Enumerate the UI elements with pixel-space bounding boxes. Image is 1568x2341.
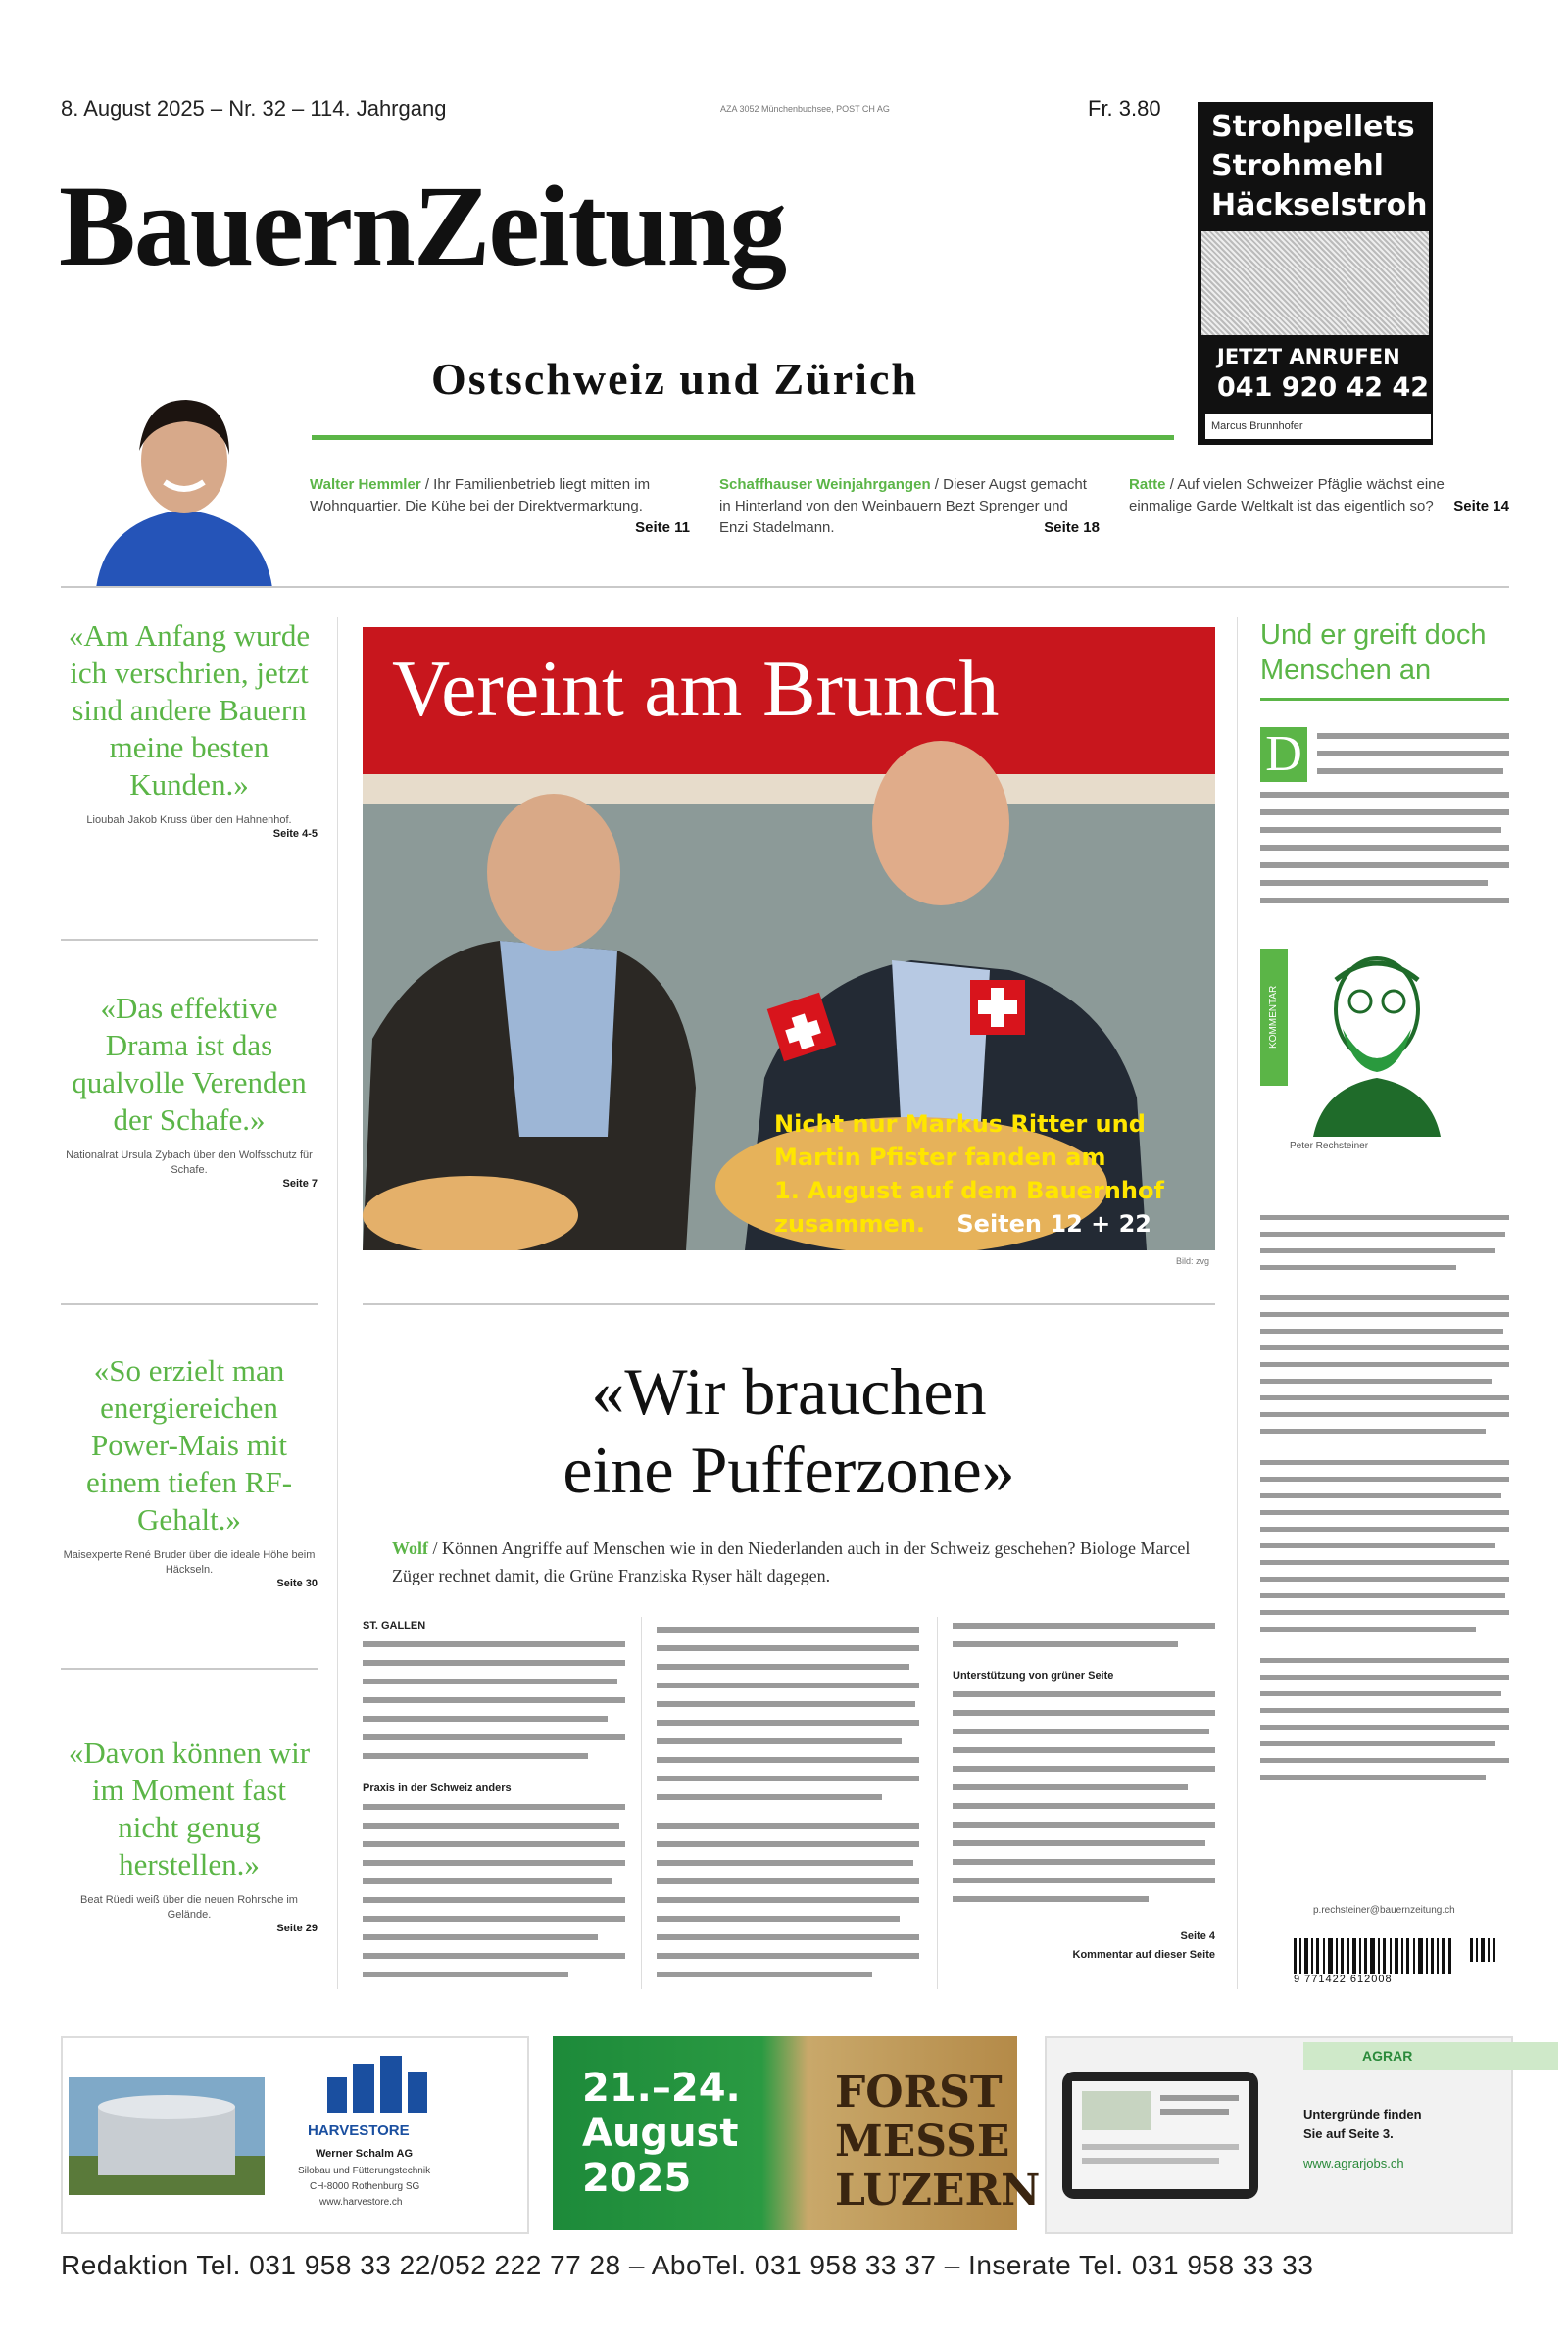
sidebar-email[interactable]: p.rechsteiner@bauernzeitung.ch [1313, 1905, 1455, 1916]
lead-photo[interactable] [363, 627, 1215, 1250]
caption-line-2: Martin Pfister fanden am [774, 1144, 1106, 1171]
dropcap: D [1260, 727, 1307, 782]
comment-label: KOMMENTAR [1260, 949, 1288, 1086]
quote-4-source: Beat Rüedi weiß über die neuen Rohrsche im Gelände. [80, 1894, 298, 1921]
teaser-3-text: / Auf vielen Schweizer Pfäglie wächst eine einmalige Garde Weltkalt ist das eigentlich so? [1129, 476, 1445, 514]
agrar-ad[interactable] [1045, 2036, 1513, 2234]
portrait-photo [76, 372, 292, 588]
col3-ref-2: Kommentar auf dieser Seite [1072, 1949, 1215, 1961]
ad-line-1: Strohpellets [1211, 110, 1415, 144]
right-column-rule [1237, 617, 1238, 1989]
quote-3-text: «So erzielt man energiereichen Power-Mais mit einem tiefen RF-Gehalt.» [85, 1353, 293, 1536]
postal-address: AZA 3052 Münchenbuchsee, POST CH AG [720, 104, 890, 114]
sidebar-body-lines [1260, 1215, 1509, 1921]
quote-block-3[interactable] [61, 1352, 318, 1589]
quote-3-source: Maisexperte René Bruder über die ideale Höhe beim Häckseln. [63, 1549, 316, 1576]
harvestore-ad[interactable] [61, 2036, 529, 2234]
article-column-2 [657, 1621, 919, 1988]
lede-text: / Können Angriffe auf Menschen wie in den Niederlanden auch in der Schweiz geschehen? Biologe Marcel Züger rechnet damit, die Grüne Franziska Ryser hält dagegen. [392, 1538, 1191, 1585]
col1-dateline: ST. GALLEN [363, 1620, 426, 1632]
messe-year: 2025 [582, 2156, 692, 2201]
messe-name-3: LUZERN [835, 2166, 1041, 2216]
col1-subhead: Praxis in der Schweiz anders [363, 1782, 512, 1794]
headline-line-2: eine Pufferzone» [563, 1433, 1015, 1507]
messe-dates: 21.–24. [582, 2066, 741, 2111]
quote-divider-1 [61, 939, 318, 941]
ad-phone[interactable]: 041 920 42 42 [1217, 372, 1430, 403]
col2-text-lines [657, 1621, 919, 1983]
ad-line-3: Häckselstroh [1211, 188, 1428, 222]
ad-brand: Marcus Brunnhofer [1205, 414, 1431, 439]
photo-headline: Vereint am Brunch [392, 644, 1000, 733]
col-rule-2 [937, 1617, 938, 1989]
issue-date-line: 8. August 2025 – Nr. 32 – 114. Jahrgang [61, 96, 447, 121]
masthead-subtitle: Ostschweiz und Zürich [431, 354, 918, 404]
issue-price: Fr. 3.80 [1088, 96, 1161, 121]
teaser-2-text: / Dieser Augst gemacht in Hinterland von den Weinbauern Bezt Sprenger und Enzi Stadelmann. [719, 476, 1087, 536]
masthead-title[interactable]: BauernZeitung [59, 162, 786, 290]
col3-text-lines-2 [953, 1685, 1215, 1921]
quote-block-4[interactable] [61, 1734, 318, 1934]
quote-4-ref: Seite 29 [276, 1923, 318, 1934]
harvestore-brand: HARVESTORE [308, 2122, 410, 2139]
caption-line-3: 1. August auf dem Bauernhof [774, 1177, 1164, 1204]
agrar-brand: AGRAR [1303, 2042, 1558, 2070]
silo-photo [69, 2077, 265, 2195]
article-column-1 [363, 1617, 625, 2001]
main-lede [392, 1535, 1205, 1589]
caption-line-4: zusammen. [774, 1210, 926, 1238]
quote-4-text: «Davon können wir im Moment fast nicht genug herstellen.» [68, 1735, 311, 1881]
agrar-web[interactable]: www.agrarjobs.ch [1303, 2156, 1404, 2170]
photo-credit: Bild: zvg [1176, 1256, 1210, 1266]
teaser-1[interactable] [310, 474, 690, 539]
quote-2-text: «Das effektive Drama ist das qualvolle Verenden der Schafe.» [72, 991, 307, 1137]
col3-text-lines [953, 1617, 1215, 1660]
quote-2-ref: Seite 7 [282, 1178, 318, 1190]
straw-texture [1201, 231, 1429, 335]
teaser-1-kicker: Walter Hemmler [310, 476, 421, 493]
photo-divider [363, 1303, 1215, 1305]
teaser-2[interactable] [719, 474, 1100, 539]
messe-name-1: FORST [835, 2068, 1003, 2118]
main-headline[interactable] [363, 1352, 1215, 1509]
tablet-graphic [1062, 2072, 1278, 2209]
ad-cta: JETZT ANRUFEN [1217, 345, 1400, 368]
teaser-3-kicker: Ratte [1129, 476, 1166, 493]
agrar-text-1: Untergründe finden [1303, 2107, 1422, 2122]
quote-divider-3 [61, 1668, 318, 1670]
col1-text-lines-2 [363, 1798, 625, 1994]
quote-1-source: Lioubah Jakob Kruss über den Hahnenhof. [86, 814, 292, 826]
teaser-2-kicker: Schaffhauser Weinjahrgangen [719, 476, 931, 493]
teaser-2-ref: Seite 18 [1044, 519, 1100, 536]
quote-1-text: «Am Anfang wurde ich verschrien, jetzt sind andere Bauern meine besten Kunden.» [68, 618, 311, 802]
col-rule-1 [641, 1617, 642, 1989]
quote-3-ref: Seite 30 [276, 1578, 318, 1589]
teaser-divider [61, 586, 1509, 588]
harvestore-web[interactable]: www.harvestore.ch [319, 2197, 403, 2208]
quote-block-1[interactable] [61, 617, 318, 840]
harvestore-company: Werner Schalm AG [316, 2148, 414, 2160]
quote-divider-2 [61, 1303, 318, 1305]
footer-contacts: Redaktion Tel. 031 958 33 22/052 222 77 28 – AboTel. 031 958 33 37 – Inserate Tel. 031 958 33 33 [61, 2250, 1314, 2280]
teaser-3[interactable] [1129, 474, 1509, 517]
sidebar-rule [1260, 698, 1509, 701]
quote-2-source: Nationalrat Ursula Zybach über den Wolfsschutz für Schafe. [66, 1149, 313, 1176]
headline-line-1: «Wir brauchen [591, 1354, 987, 1429]
sidebar-text-lines [1260, 727, 1509, 913]
harvestore-line: Silobau und Fütterungstechnik [298, 2166, 431, 2176]
agrar-text-2: Sie auf Seite 3. [1303, 2126, 1394, 2141]
teaser-1-text: / Ihr Familienbetrieb liegt mitten im Wohnquartier. Die Kühe bei der Direktvermarktung. [310, 476, 651, 514]
photo-caption [774, 1107, 1205, 1241]
quote-1-ref: Seite 4-5 [272, 828, 318, 840]
quote-block-2[interactable] [61, 990, 318, 1190]
messe-month: August [582, 2111, 739, 2156]
author-portrait [1303, 941, 1450, 1137]
caption-ref: Seiten 12 + 22 [956, 1210, 1152, 1238]
harvestore-logo [318, 2048, 435, 2117]
left-column-rule [337, 617, 338, 1989]
lede-kicker: Wolf [392, 1538, 429, 1558]
barcode-number: 9 771422 612008 [1294, 1974, 1393, 1985]
article-column-3 [953, 1617, 1215, 1965]
forstmesse-ad[interactable] [553, 2036, 1041, 2230]
col1-text-lines [363, 1635, 625, 1773]
col3-subhead: Unterstützung von grüner Seite [953, 1670, 1114, 1682]
author-name: Peter Rechsteiner [1290, 1141, 1369, 1151]
caption-line-1: Nicht nur Markus Ritter und [774, 1110, 1146, 1138]
straw-ad[interactable] [1198, 102, 1433, 445]
teaser-1-ref: Seite 11 [635, 519, 690, 536]
sidebar-heading[interactable]: Und er greift doch Menschen an [1260, 619, 1487, 686]
messe-name-2: MESSE [835, 2117, 1010, 2167]
harvestore-address: CH-8000 Rothenburg SG [310, 2181, 420, 2192]
masthead-rule [312, 435, 1174, 440]
ad-line-2: Strohmehl [1211, 149, 1384, 183]
teaser-3-ref: Seite 14 [1453, 498, 1509, 514]
col3-ref-1: Seite 4 [1180, 1930, 1215, 1942]
